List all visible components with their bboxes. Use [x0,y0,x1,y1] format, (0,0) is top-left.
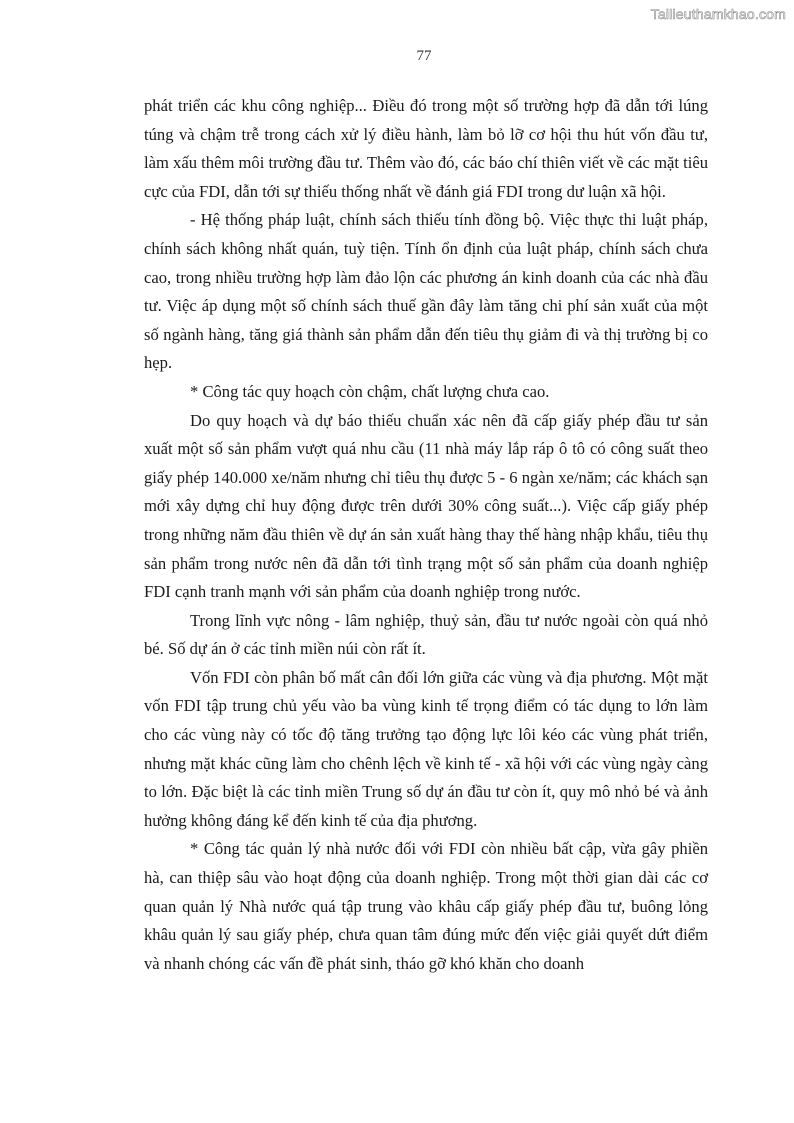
page-number: 77 [416,48,432,64]
paragraph-agriculture: Trong lĩnh vực nông - lâm nghiệp, thuỷ sản, đầu tư nước ngoài còn quá nhỏ bé. Số dự án ở các tỉnh miền núi còn rất ít. [144,610,708,659]
paragraph-continuation: phát triển các khu công nghiệp... Điều đó trong một số trường hợp đã dẫn tới lúng túng và chậm trễ trong cách xử lý điều hành, làm bỏ lỡ cơ hội thu hút vốn đầu tư, làm xấu thêm môi trường đầu tư. Thêm vào đó, các báo chí thiên viết về các mặt tiêu cực của FDI, dẫn tới sự thiếu thống nhất về đánh giá FDI trong dư luận xã hội. [144,96,708,201]
paragraph-planning-heading: * Công tác quy hoạch còn chậm, chất lượng chưa cao. [190,381,550,401]
paragraph-planning-forecast: Do quy hoạch và dự báo thiếu chuẩn xác nên đã cấp giấy phép đầu tư sản xuất một số sản phẩm vượt quá nhu cầu (11 nhà máy lắp ráp ô tô có công suất theo giấy phép 140.000 xe/năm nhưng chỉ tiêu thụ được 5 - 6 ngàn xe/năm; các khách sạn mới xây dựng chỉ huy động được trên dưới 30% công suất...). Việc cấp giấy phép trong những năm đầu thiên về dự án sản xuất hàng thay thế hàng nhập khẩu, tiêu thụ sản phẩm trong nước nên đã dẫn tới tình trạng một số sản phẩm của doanh nghiệp FDI cạnh tranh mạnh với sản phẩm của doanh nghiệp trong nước. [144,410,708,602]
paragraph-state-management: * Công tác quản lý nhà nước đối với FDI còn nhiều bất cập, vừa gây phiền hà, can thiệp sâu vào hoạt động của doanh nghiệp. Trong một thời gian dài các cơ quan quản lý Nhà nước quá tập trung vào khâu cấp giấy phép đầu tư, buông lỏng khâu quản lý sau giấy phép, chưa quan tâm đúng mức đến việc giải quyết dứt điểm và nhanh chóng các vấn đề phát sinh, tháo gỡ khó khăn cho doanh [144,839,708,973]
paragraph-legal-system: - Hệ thống pháp luật, chính sách thiếu tính đồng bộ. Việc thực thi luật pháp, chính sách không nhất quán, tuỳ tiện. Tính ổn định của luật pháp, chính sách chưa cao, trong nhiều trường hợp làm đảo lộn các phương án kinh doanh của các nhà đầu tư. Việc áp dụng một số chính sách thuế gần đây làm tăng chi phí sản xuất của một số ngành hàng, tăng giá thành sản phẩm dẫn đến tiêu thụ giảm đi và thị trường bị co hẹp. [144,210,708,373]
watermark: Tailieuthamkhao.com [650,6,786,22]
paragraph-regional-distribution: Vốn FDI còn phân bố mất cân đối lớn giữa các vùng và địa phương. Một mặt vốn FDI tập trung chủ yếu vào ba vùng kinh tế trọng điểm có tác dụng to lớn làm cho các vùng này có tốc độ tăng trưởng tạo động lực lôi kéo các vùng phát triển, nhưng mặt khác cũng làm cho chênh lệch về kinh tế - xã hội với các vùng ngày càng to lớn. Đặc biệt là các tỉnh miền Trung số dự án đầu tư còn ít, quy mô nhỏ bé và ảnh hưởng không đáng kể đến kinh tế của địa phương. [144,667,708,830]
document-body [144,92,708,978]
